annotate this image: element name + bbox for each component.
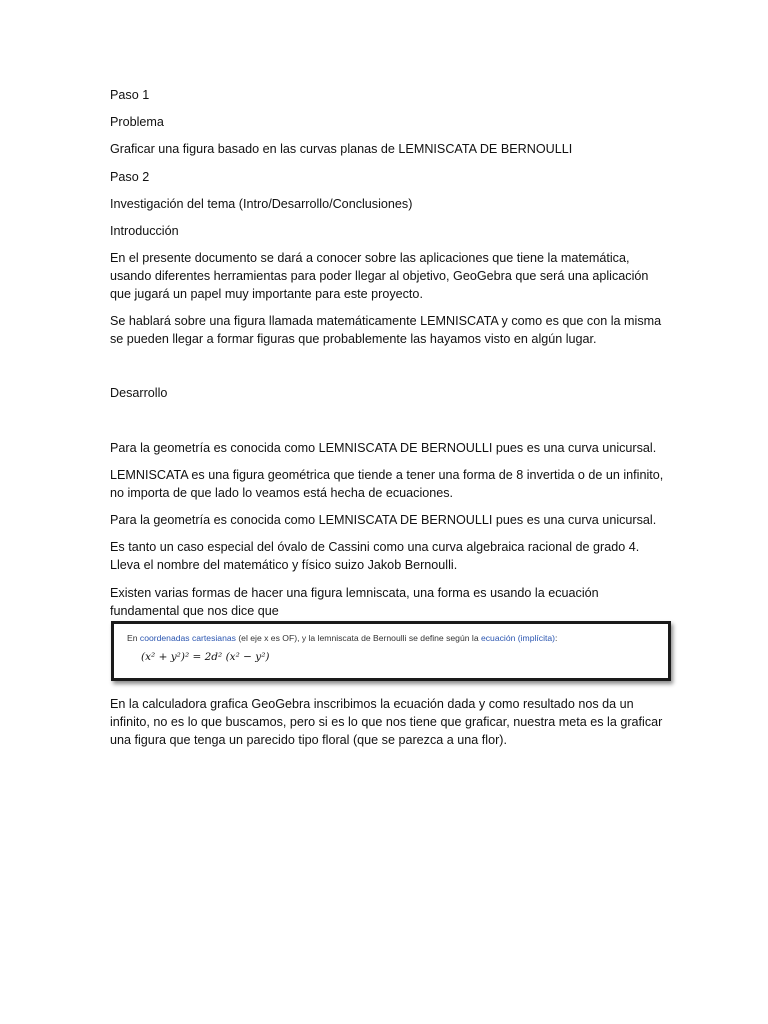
step-2-label: Paso 2 bbox=[110, 170, 150, 184]
cartesian-coordinates-link[interactable]: coordenadas cartesianas bbox=[139, 633, 236, 643]
implicit-equation-link[interactable]: ecuación (implícita) bbox=[480, 633, 556, 643]
step-1-label: Paso 1 bbox=[110, 88, 150, 102]
problem-heading: Problema bbox=[110, 115, 164, 129]
development-paragraph-5: Existen varias formas de hacer una figura lemniscata, una forma es usando la ecuación fundamental que nos dice que bbox=[110, 586, 599, 618]
figure-text-middle: (el eje x es OF), y la lemniscata de Bernoulli se define según la bbox=[235, 633, 481, 643]
development-paragraph-2: LEMNISCATA es una figura geométrica que tiende a tener una forma de 8 invertida o de un infinito, no importa de que lado lo veamos está hecha de ecuaciones. bbox=[110, 468, 664, 500]
problem-text: Graficar una figura basado en las curvas planas de LEMNISCATA DE BERNOULLI bbox=[110, 142, 573, 156]
figure-text-before: En bbox=[127, 633, 140, 643]
figure-caption bbox=[127, 633, 557, 643]
development-heading: Desarrollo bbox=[110, 386, 168, 400]
development-paragraph-3: Para la geometría es conocida como LEMNISCATA DE BERNOULLI pues es una curva unicursal. bbox=[110, 513, 657, 527]
development-paragraph-4: Es tanto un caso especial del óvalo de Cassini como una curva algebraica racional de grado 4. Lleva el nombre del matemático y físico suizo Jakob Bernoulli. bbox=[110, 540, 640, 572]
lemniscate-equation: (x² + y²)² = 2d² (x² − y²) bbox=[141, 651, 270, 663]
equation-figure bbox=[111, 621, 671, 681]
development-paragraph-1: Para la geometría es conocida como LEMNISCATA DE BERNOULLI pues es una curva unicursal. bbox=[110, 441, 657, 455]
intro-paragraph-2: Se hablará sobre una figura llamada matemáticamente LEMNISCATA y como es que con la misma se pueden llegar a formar figuras que probablemente las hayamos visto en algún lugar. bbox=[110, 314, 662, 346]
research-topic: Investigación del tema (Intro/Desarrollo/Conclusiones) bbox=[110, 197, 413, 211]
development-paragraph-6: En la calculadora grafica GeoGebra inscribimos la ecuación dada y como resultado nos da un infinito, no es lo que buscamos, pero si es lo que nos tiene que graficar, nuestra meta es la graficar una figura que tenga un parecido tipo floral (que se parezca a una flor). bbox=[110, 697, 663, 747]
intro-paragraph-1: En el presente documento se dará a conocer sobre las aplicaciones que tiene la matemática, usando diferentes herramientas para poder llegar al objetivo, GeoGebra que será una aplicación que jugará un papel muy importante para este proyecto. bbox=[110, 251, 649, 301]
introduction-heading: Introducción bbox=[110, 224, 179, 238]
figure-text-after: : bbox=[555, 633, 558, 643]
